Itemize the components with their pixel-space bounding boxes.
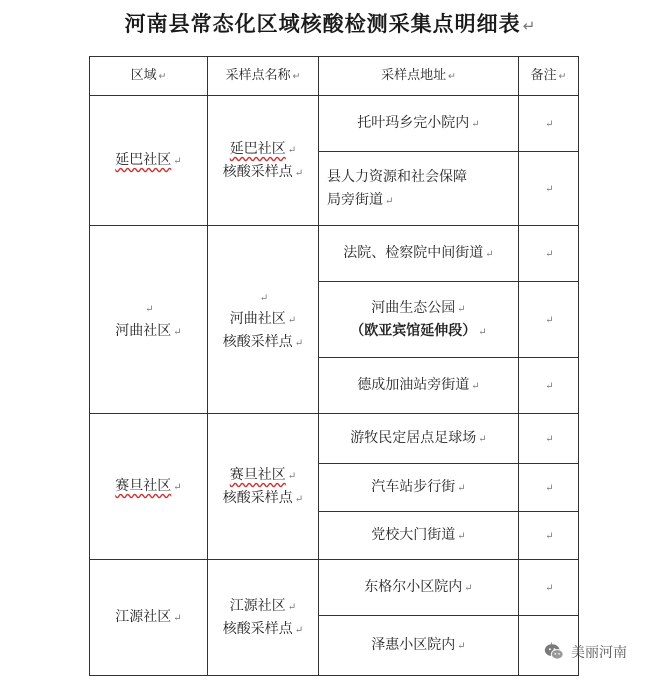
- site-name-cell: 赛旦社区 ↵ 核酸采样点 ↵: [208, 414, 319, 560]
- sampling-sites-table: [89, 56, 579, 676]
- address-cell: 东格尔小区院内 ↵: [319, 560, 519, 616]
- site-name-cell: 延巴社区 ↵ 核酸采样点 ↵: [208, 96, 319, 226]
- table-header-row: [90, 57, 579, 96]
- address-cell: 泽惠小区院内 ↵: [319, 616, 519, 676]
- header-site-name: 采样点名称 ↵: [208, 57, 319, 96]
- address-cell: 汽车站步行街 ↵: [319, 464, 519, 512]
- remarks-cell: ↵: [519, 512, 579, 560]
- address-cell: 河曲生态公园 ↵ （欧亚宾馆延伸段） ↵: [319, 282, 519, 358]
- remarks-cell: ↵: [519, 96, 579, 152]
- region-cell: 延巴社区 ↵: [90, 96, 208, 226]
- table-row: [90, 96, 579, 152]
- header-site-address: 采样点地址 ↵: [319, 57, 519, 96]
- remarks-cell: ↵: [519, 560, 579, 616]
- watermark-text: 美丽河南: [571, 645, 627, 661]
- remarks-cell: ↵: [519, 226, 579, 282]
- remarks-cell: ↵: [519, 358, 579, 414]
- watermark: [543, 641, 627, 663]
- table-row: [90, 560, 579, 616]
- remarks-cell: ↵: [519, 282, 579, 358]
- address-cell: 德成加油站旁街道 ↵: [319, 358, 519, 414]
- remarks-cell: ↵: [519, 464, 579, 512]
- site-name-cell: ↵ 河曲社区 ↵ 核酸采样点 ↵: [208, 226, 319, 414]
- address-cell: 游牧民定居点足球场 ↵: [319, 414, 519, 464]
- header-remarks: 备注 ↵: [519, 57, 579, 96]
- address-cell: 党校大门街道 ↵: [319, 512, 519, 560]
- region-cell: 江源社区 ↵: [90, 560, 208, 676]
- region-cell: ↵ 河曲社区 ↵: [90, 226, 208, 414]
- remarks-cell: ↵: [519, 414, 579, 464]
- region-cell: 赛旦社区 ↵: [90, 414, 208, 560]
- header-region: 区域 ↵: [90, 57, 208, 96]
- paragraph-mark: ↵: [522, 17, 537, 35]
- address-cell: 法院、检察院中间街道 ↵: [319, 226, 519, 282]
- address-cell: 托叶玛乡完小院内 ↵: [319, 96, 519, 152]
- remarks-cell: ↵: [519, 152, 579, 226]
- table-row: [90, 226, 579, 282]
- title-text: 河南县常态化区域核酸检测采集点明细表: [124, 12, 521, 36]
- site-name-cell: 江源社区 ↵ 核酸采样点 ↵: [208, 560, 319, 676]
- address-cell: 县人力资源和社会保障 局旁街道 ↵: [319, 152, 519, 226]
- wechat-icon: [543, 641, 565, 663]
- table-row: [90, 414, 579, 464]
- page-title: [0, 8, 661, 38]
